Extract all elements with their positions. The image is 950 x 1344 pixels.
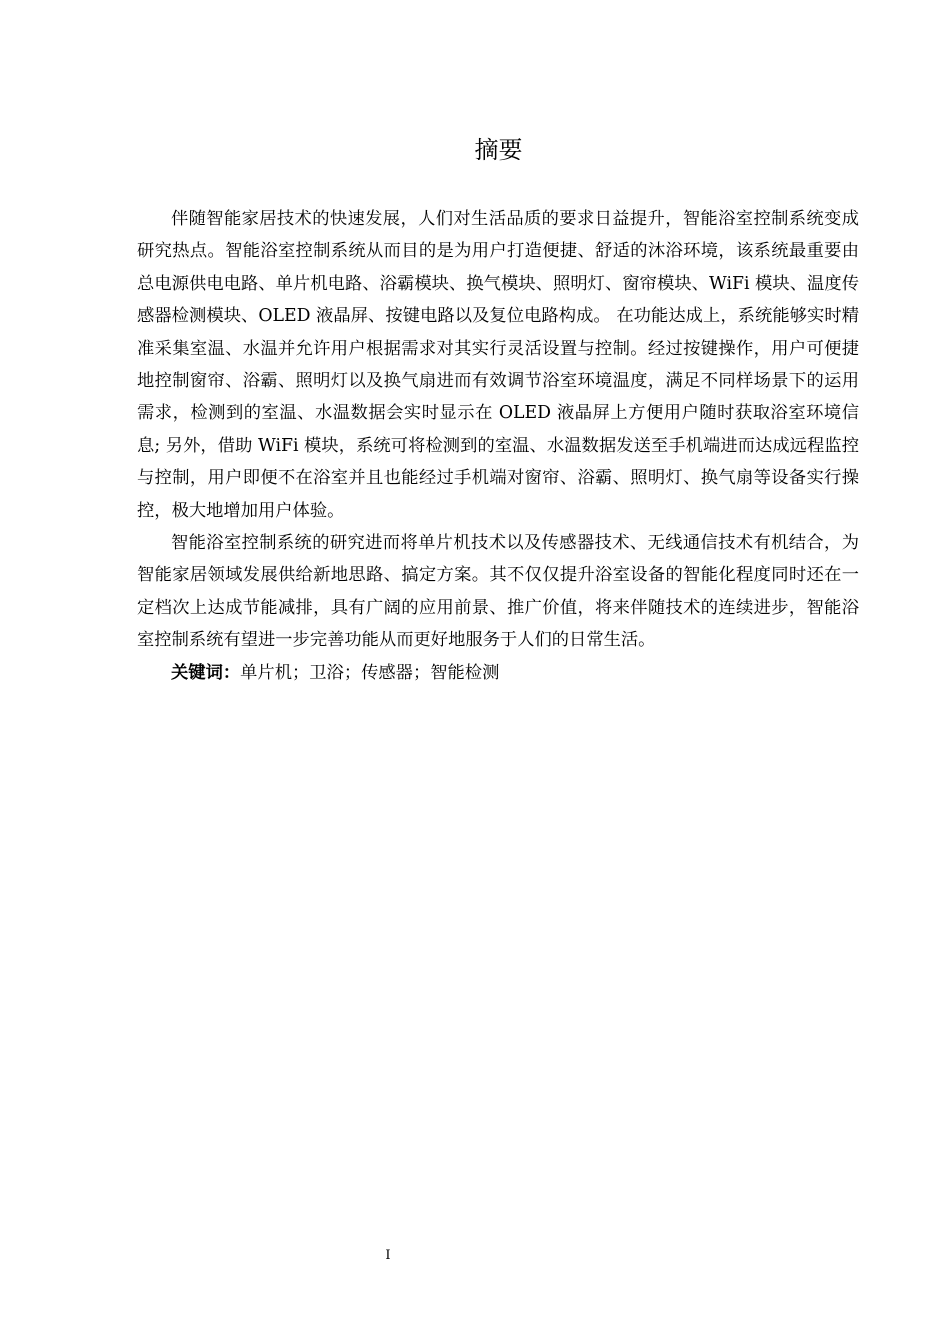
keywords-value: 单片机；卫浴；传感器；智能检测 [240,662,500,683]
keywords-line [137,657,859,689]
keywords-label: 关键词： [171,662,241,683]
page-title: 摘要 [474,136,523,164]
abstract-paragraph-1: 伴随智能家居技术的快速发展，人们对生活品质的要求日益提升，智能浴室控制系统变成研究热点。智能浴室控制系统从而目的是为用户打造便捷、舒适的沐浴环境，该系统最重要由总电源供电电路、单片机电路、浴霸模块、换气模块、照明灯、窗帘模块、WiFi 模块、温度传感器检测模块、OLED 液晶屏、按键电路以及复位电路构成。 在功能达成上，系统能够实时精准采集室温、水温并允许用户根据需求对其实行灵活设置与控制。经过按键操作，用户可便捷地控制窗帘、浴霸、照明灯以及换气扇进而有效调节浴室环境温度，满足不同样场景下的运用需求，检测到的室温、水温数据会实时显示在 OLED 液晶屏上方便用户随时获取浴室环境信息; 另外，借助 WiFi 模块，系统可将检测到的室温、水温数据发送至手机端进而达成远程监控与控制，用户即便不在浴室并且也能经过手机端对窗帘、浴霸、照明灯、换气扇等设备实行操控，极大地增加用户体验。 [137,209,859,521]
page-number: I [385,1248,391,1263]
abstract-body [137,203,859,689]
abstract-paragraph-2: 智能浴室控制系统的研究进而将单片机技术以及传感器技术、无线通信技术有机结合，为智能家居领域发展供给新地思路、搞定方案。其不仅仅提升浴室设备的智能化程度同时还在一定档次上达成节能减排，具有广阔的应用前景、推广价值，将来伴随技术的连续进步，智能浴室控制系统有望进一步完善功能从而更好地服务于人们的日常生活。 [137,533,859,651]
